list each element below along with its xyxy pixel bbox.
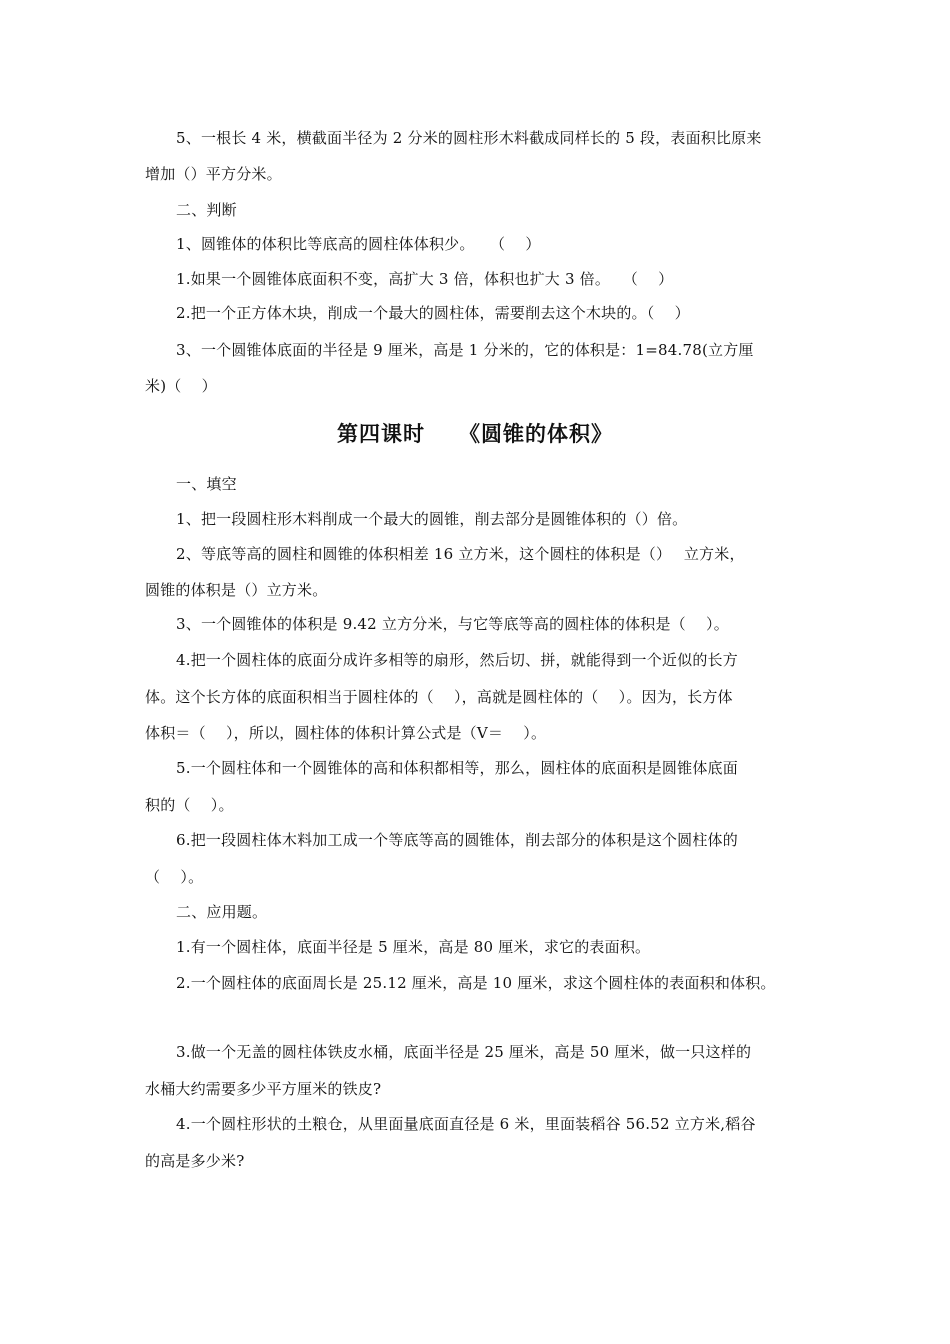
lesson-title — [0, 420, 950, 448]
fill-question-1: 1、把一段圆柱形木料削成一个最大的圆锥，削去部分是圆锥体积的（）倍。 — [176, 510, 688, 528]
apply-question-3-line-1: 3.做一个无盖的圆柱体铁皮水桶，底面半径是 25 厘米，高是 50 厘米，做一只这样的 — [176, 1043, 752, 1061]
fill-question-4-line-1: 4.把一个圆柱体的底面分成许多相等的扇形，然后切、拼，就能得到一个近似的长方 — [176, 651, 738, 669]
fill-question-4-line-2: 体。这个长方体的底面积相当于圆柱体的（ ），高就是圆柱体的（ ）。因为，长方体 — [145, 688, 733, 706]
fill-question-6-line-2: （ ）。 — [145, 868, 204, 886]
apply-question-3-line-2: 水桶大约需要多少平方厘米的铁皮? — [145, 1080, 382, 1098]
lesson-title-part-2: 《圆锥的体积》 — [459, 422, 613, 446]
fill-question-6-line-1: 6.把一段圆柱体木料加工成一个等底等高的圆锥体，削去部分的体积是这个圆柱体的 — [176, 831, 738, 849]
fill-question-2-line-1: 2、等底等高的圆柱和圆锥的体积相差 16 立方米，这个圆柱的体积是（） 立方米， — [176, 545, 745, 563]
judge-item-2: 2.把一个正方体木块，削成一个最大的圆柱体，需要削去这个木块的。（ ） — [176, 304, 690, 322]
fill-question-4-line-3: 体积＝（ ），所以，圆柱体的体积计算公式是（V＝ ）。 — [145, 724, 547, 742]
apply-question-2: 2.一个圆柱体的底面周长是 25.12 厘米，高是 10 厘米，求这个圆柱体的表面积和体积。 — [176, 974, 776, 992]
apply-question-4-line-1: 4.一个圆柱形状的土粮仓，从里面量底面直径是 6 米，里面装稻谷 56.52 立方米,稻谷 — [176, 1115, 756, 1133]
fill-question-2-line-2: 圆锥的体积是（）立方米。 — [145, 581, 328, 599]
judge-item-3-line-1: 3、一个圆锥体底面的半径是 9 厘米，高是 1 分米的，它的体积是：1=84.78(立方厘 — [176, 341, 754, 359]
apply-question-1: 1.有一个圆柱体，底面半径是 5 厘米，高是 80 厘米，求它的表面积。 — [176, 938, 651, 956]
judge-heading: 二、判断 — [176, 201, 237, 219]
fill-heading: 一、填空 — [176, 475, 237, 493]
judge-item-1b: 1.如果一个圆锥体底面积不变，高扩大 3 倍，体积也扩大 3 倍。 （ ） — [176, 270, 674, 288]
fill-question-3: 3、一个圆锥体的体积是 9.42 立方分米，与它等底等高的圆柱体的体积是（ ）。 — [176, 615, 729, 633]
lesson-title-part-1: 第四课时 — [337, 422, 425, 446]
fill-question-5-line-2: 积的（ ）。 — [145, 796, 234, 814]
question-5-line-2: 增加（）平方分米。 — [145, 165, 282, 183]
judge-item-3-line-2: 米)（ ） — [145, 377, 217, 395]
question-5-line-1: 5、一根长 4 米，横截面半径为 2 分米的圆柱形木料截成同样长的 5 段，表面积比原来 — [176, 129, 762, 147]
judge-item-1: 1、圆锥体的体积比等底高的圆柱体体积少。 （ ） — [176, 235, 541, 253]
fill-question-5-line-1: 5.一个圆柱体和一个圆锥体的高和体积都相等，那么，圆柱体的底面积是圆锥体底面 — [176, 759, 738, 777]
apply-heading: 二、应用题。 — [176, 903, 268, 921]
apply-question-4-line-2: 的高是多少米? — [145, 1152, 245, 1170]
